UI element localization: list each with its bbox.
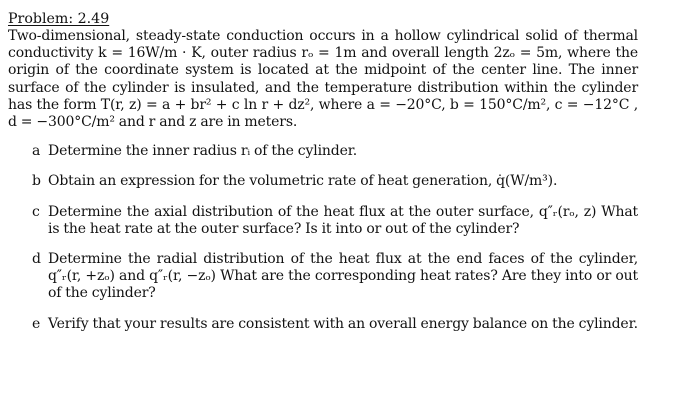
- part-c-label: c: [32, 203, 40, 220]
- part-e: [32, 316, 638, 333]
- part-c-text: Determine the axial distribution of the heat flux at the outer surface, q″ᵣ(rₒ, z) What is the heat rate at the outer surface? Is it into or out of the cylinder?: [48, 203, 638, 237]
- problem-heading: Problem: 2.49: [8, 11, 110, 27]
- part-e-label: e: [32, 315, 41, 332]
- part-d-label: d: [32, 251, 41, 268]
- problem-statement: Two-dimensional, steady-state conduction occurs in a hollow cylindrical solid of thermal conductivity k = 16W/m · K, outer radius rₒ = 1m and overall length 2zₒ = 5m, where the origin of the coordinate system is located at the midpoint of the center line. The inner surface of the cylinder is insulated, and the temperature distribution within the cylinder has the form T(r, z) = a + br² + c ln r + dz², where a = −20°C, b = 150°C/m², c = −12°C , d = −300°C/m² and r and z are in meters.: [8, 28, 638, 131]
- part-d-text: Determine the radial distribution of the heat flux at the end faces of the cylinder, q″ᵣ(r, +zₒ) and q″ᵣ(r, −zₒ) What are the corresponding heat rates? Are they into or out of the cylinder?: [48, 251, 638, 302]
- part-e-text: Verify that your results are consistent with an overall energy balance on the cylinder.: [48, 315, 638, 332]
- part-c: [32, 204, 638, 238]
- part-b-label: b: [32, 173, 41, 190]
- part-a-text: Determine the inner radius rᵢ of the cylinder.: [48, 143, 358, 160]
- part-b: [32, 173, 638, 190]
- part-d: [32, 251, 638, 303]
- part-b-text: Obtain an expression for the volumetric rate of heat generation, q̇(W/m³).: [48, 173, 558, 190]
- problem-document: [8, 10, 638, 346]
- part-a-label: a: [32, 143, 41, 160]
- problem-parts-list: [8, 143, 638, 333]
- part-a: [32, 143, 638, 160]
